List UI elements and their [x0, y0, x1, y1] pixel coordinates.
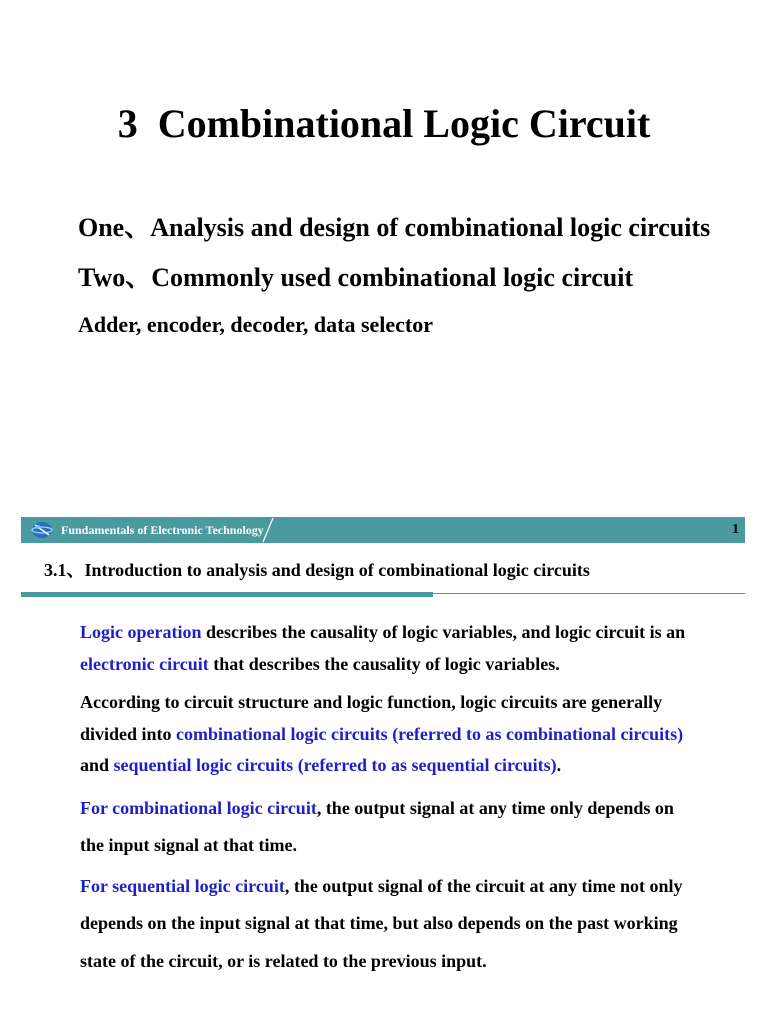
paragraph-text: According to circuit structure and logic function, logic circuits are generally divided into	[80, 692, 663, 744]
term-sequential-circuits: sequential logic circuits (referred to as sequential circuits)	[113, 755, 557, 775]
section-rule-thick	[21, 592, 433, 597]
paragraph-text: and	[80, 755, 114, 775]
paragraph-classification	[80, 687, 692, 782]
paragraph-logic-operation	[80, 617, 692, 680]
outline-item-two: Two、Commonly used combinational logic circuit	[78, 263, 634, 292]
paragraph-combinational	[80, 790, 692, 865]
section-title: 3.1、Introduction to analysis and design of combinational logic circuits	[44, 560, 590, 580]
section-rule-thin	[433, 593, 745, 594]
outline-list	[78, 203, 718, 347]
paragraph-text: , the output signal at any time only depends on the input signal at that time.	[80, 797, 674, 855]
paragraph-text: .	[556, 755, 562, 775]
title-slide	[0, 0, 768, 500]
globe-logo-icon	[31, 521, 53, 539]
page-number: 1	[732, 522, 739, 537]
term-for-combinational: For combinational logic circuit	[80, 797, 317, 818]
outline-item-one: One、Analysis and design of combinational logic circuits	[78, 213, 711, 242]
term-electronic-circuit: electronic circuit	[80, 653, 209, 674]
term-logic-operation: Logic operation	[80, 622, 202, 642]
slide-title	[0, 100, 768, 147]
course-name: Fundamentals of Electronic Technology	[61, 523, 264, 537]
term-combinational-circuits: combinational logic circuits (referred to as combinational circuits)	[176, 723, 684, 744]
paragraph-text: describes the causality of logic variables, and logic circuit is an	[201, 622, 686, 642]
paragraph-text: that describes the causality of logic variables.	[208, 653, 560, 674]
chapter-number: 3	[117, 101, 138, 146]
chapter-title: Combinational Logic Circuit	[157, 101, 651, 146]
header-divider-slash	[261, 517, 275, 543]
term-for-sequential: For sequential logic circuit	[80, 875, 285, 896]
slide-header-bar	[21, 517, 745, 543]
paragraph-text: , the output signal of the circuit at any time not only depends on the input signal at that time, but also depends on the past working state of the circuit, or is related to the previous input.	[80, 875, 683, 971]
outline-item-two-sub: Adder, encoder, decoder, data selector	[78, 312, 434, 337]
paragraph-sequential	[80, 868, 692, 981]
slide-body	[80, 617, 692, 980]
